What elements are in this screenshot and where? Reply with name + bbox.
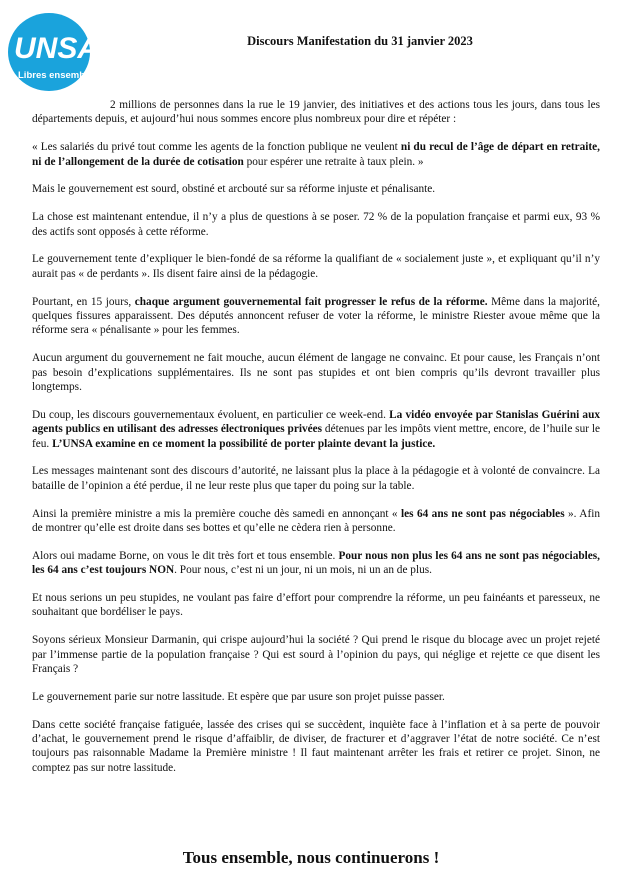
bold-text-segment: les 64 ans ne sont pas négociables (401, 507, 565, 520)
logo-tagline-text: Libres ensemble (18, 70, 93, 81)
text-segment: « Les salariés du privé tout comme les agents de la fonction publique ne veulent (32, 141, 401, 154)
document-title: Discours Manifestation du 31 janvier 2023 (247, 34, 473, 48)
body-paragraph (32, 507, 600, 536)
unsa-logo-graphic (6, 8, 100, 92)
text-segment: Ainsi la première ministre a mis la première couche dès samedi en annonçant « (32, 507, 401, 520)
unsa-logo (6, 8, 100, 92)
text-segment: Et nous serions un peu stupides, ne voulant pas faire d’effort pour comprendre la réforme, un peu fainéants et paresseux, ne souhaitant que bordéliser le pays. (32, 592, 600, 619)
body-paragraph (32, 690, 600, 704)
text-segment: détenues par les impôts vient mettre, encore, de l’huile sur le feu. (32, 423, 600, 450)
text-segment: Pourtant, en 15 jours, (32, 295, 135, 308)
text-segment: Aucun argument du gouvernement ne fait mouche, aucun élément de langage ne convainc. Et pour cause, les Français n’ont pas besoin d’explications supplémentaires. Ils ne sont pas stupides et ont bien compris qu’ils devront travailler plus longtemps. (32, 352, 600, 394)
body-paragraph (32, 464, 600, 493)
body-paragraph (32, 591, 600, 620)
bold-text-segment: Pour nous non plus les 64 ans ne sont pas négociables, les 64 ans c’est toujours NON (32, 549, 601, 577)
text-segment: ». Afin de montrer qu’elle est droite dans ses bottes et qu’elle ne cèdera rien à personne. (32, 507, 600, 535)
body-paragraph (32, 98, 600, 127)
bold-text-segment: chaque argument gouvernemental fait progresser le refus de la réforme. (134, 295, 488, 308)
body-paragraph (32, 252, 600, 281)
text-segment: La chose est maintenant entendue, il n’y a plus de questions à se poser. 72 % de la population française et parmi eux, 93 % des actifs sont opposés à cette réforme. (32, 211, 600, 238)
body-paragraph (32, 182, 600, 196)
body-paragraph (32, 408, 600, 451)
body-paragraph (32, 718, 600, 776)
text-segment: Alors oui madame Borne, on vous le dit très fort et tous ensemble. (32, 549, 339, 562)
closing-slogan: Tous ensemble, nous continuerons ! (182, 848, 440, 867)
text-segment: Soyons sérieux Monsieur Darmanin, qui crispe aujourd’hui la société ? Qui prend le risque du blocage avec un projet rejeté par l’immense partie de la population française ? Qui est sourd à l’opinion du pays, qui néglige et rejette ce que disent les Français ? (32, 634, 600, 676)
bold-text-segment: La vidéo envoyée par Stanislas Guérini aux agents publics en utilisant des adresses électroniques privées (32, 408, 601, 436)
text-segment: 2 millions de personnes dans la rue le 19 janvier, des initiatives et des actions tous les jours, dans tous les départements depuis, et aujourd’hui nous sommes encore plus nombreux pour dire et répéter : (32, 99, 600, 126)
bold-text-segment: ni du recul de l’âge de départ en retraite, ni de l’allongement de la durée de cotisation (32, 141, 600, 168)
text-segment: Le gouvernement parie sur notre lassitude. Et espère que par usure son projet puisse passer. (32, 690, 445, 703)
text-segment: . Pour nous, c’est ni un jour, ni un mois, ni un an de plus. (174, 564, 432, 577)
body-paragraph (32, 140, 600, 169)
text-segment: Les messages maintenant sont des discours d’autorité, ne laissant plus la place à la pédagogie et à volonté de convaincre. La bataille de l’opinion a été perdue, il ne leur reste plus que taper du poing sur la table. (32, 465, 600, 492)
document-body (32, 98, 600, 789)
text-segment: Mais le gouvernement est sourd, obstiné et arcbouté sur sa réforme injuste et pénalisante. (32, 183, 436, 196)
bold-text-segment: L’UNSA examine en ce moment la possibilité de porter plainte devant la justice. (52, 437, 436, 450)
text-segment: Du coup, les discours gouvernementaux évoluent, en particulier ce week-end. (32, 408, 390, 421)
body-paragraph (32, 633, 600, 676)
text-segment: pour espérer une retraite à taux plein. » (243, 155, 424, 168)
text-segment: Même dans la majorité, quelques fissures apparaissent. Des députés annoncent refuser de voter la réforme, le ministre Riester avoue même que la réforme sera « pénalisante » pour les femmes. (32, 295, 601, 337)
text-segment: Dans cette société française fatiguée, lassée des crises qui se succèdent, inquiète face à l’inflation et à sa perte de pouvoir d’achat, le gouvernement prend le risque d’affaiblir, de diviser, de fracturer et d’aggraver l’état de notre société. Ce n’est toujours pas raisonnable Madame la Première ministre ! Il faut maintenant arrêter les frais et retirer ce projet. Sinon, ne comptez pas sur notre lassitude. (32, 718, 600, 774)
text-segment: Le gouvernement tente d’expliquer le bien-fondé de sa réforme la qualifiant de « socialement juste », et expliquant qu’il n’y aurait pas « de perdants ». Ils disent faire ainsi de la pédagogie. (32, 253, 600, 280)
body-paragraph (32, 210, 600, 239)
body-paragraph (32, 549, 600, 578)
body-paragraph (32, 295, 600, 338)
body-paragraph (32, 351, 600, 394)
logo-brand-text: UNSA (14, 32, 100, 65)
